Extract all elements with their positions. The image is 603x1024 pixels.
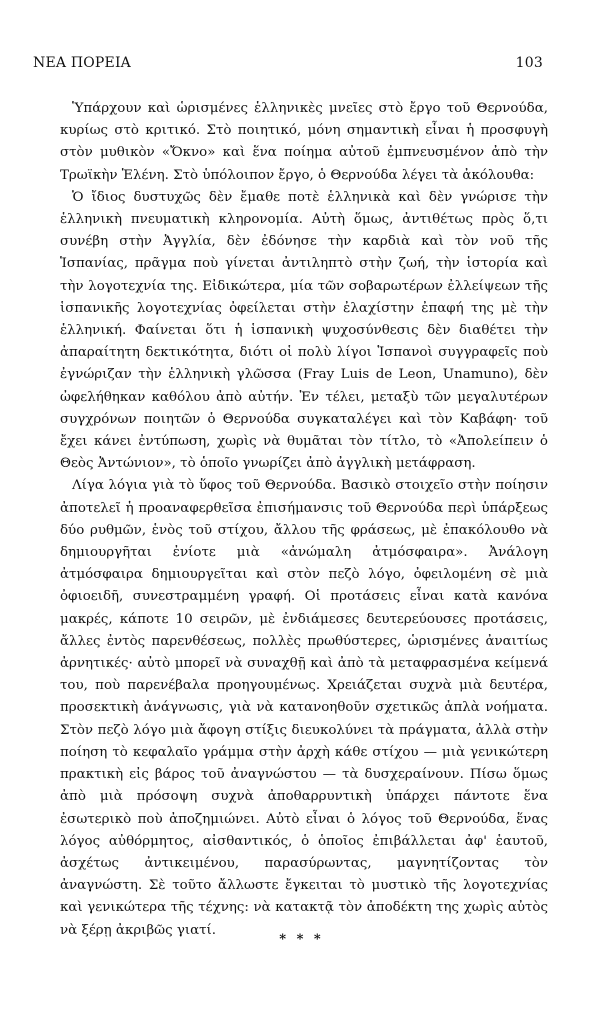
paragraph-2: Ὁ ἴδιος δυστυχῶς δὲν ἔμαθε ποτὲ ἑλληνικὰ καὶ δὲν γνώρισε τὴν ἑλληνικὴ πνευματικὴ κληρονομία. Αὐτὴ ὅμως, ἀντιθέτως πρὸς ὅ,τι συνέβη στὴν Ἀγγλία, δὲν ἐδόνησε τὴν καρδιὰ καὶ τὸν νοῦ τῆς Ἱσπανίας, πρᾶγμα ποὺ γίνεται ἀντιληπτὸ στὴν ζωή, τὴν ἱστορία καὶ τὴν λογοτεχνία της. Εἰδικώτερα, μία τῶν σοβαρωτέρων ἐλλείψεων τῆς ἱσπανικῆς λογοτεχνίας ὀφείλεται στὴν ἐλαχίστην ἐπαφή της μὲ τὴν ἑλληνική. Φαίνεται ὅτι ἡ ἱσπανικὴ ψυχοσύνθεσις δὲν διαθέτει τὴν ἀπαραίτητη δεκτικότητα, διότι οἱ πολὺ λίγοι Ἱσπανοὶ συγγραφεῖς ποὺ ἐγνώριζαν τὴν ἑλληνικὴ γλῶσσα (Fray Luis de Leon, Unamuno), δὲν ὠφελήθηκαν καθόλου ἀπὸ αὐτήν. Ἐν τέλει, μεταξὺ τῶν μεγαλυτέρων συγχρόνων ποιητῶν ὁ Θερνούδα συγκαταλέγει καὶ τὸν Καβάφη· τοῦ ἔχει κάνει ἐντύπωση, χωρὶς νὰ θυμᾶται τὸν τίτλο, τὸ «Ἀπολείπειν ὁ Θεὸς Ἀντώνιον», τὸ ὁποῖο γνωρίζει ἀπὸ ἀγγλικὴ μετάφραση. xyxy=(60,189,548,472)
running-title: ΝΕΑ ΠΟΡΕΙΑ xyxy=(33,55,131,71)
paragraph-1: Ὑπάρχουν καὶ ὡρισμένες ἑλληνικὲς μνεῖες στὸ ἔργο τοῦ Θερνούδα, κυρίως στὸ κριτικό. Στὸ ποιητικό, μόνη σημαντικὴ εἶναι ἡ προσφυγὴ στὸν μυθικὸν «Ὄκνο» καὶ ἕνα ποίημα αὐτοῦ ἐμπνευσμένον ἀπὸ τὴν Τρωϊκὴν Ἑλένη. Στὸ ὑπόλοιπον ἔργο, ὁ Θερνούδα λέγει τὰ ἀκόλουθα: xyxy=(60,101,548,183)
page-number: 103 xyxy=(515,55,543,71)
page-header xyxy=(33,55,543,75)
section-separator: * * * xyxy=(279,932,324,947)
body-text xyxy=(60,98,548,942)
paragraph-3: Λίγα λόγια γιὰ τὸ ὕφος τοῦ Θερνούδα. Βασικὸ στοιχεῖο στὴν ποίησιν ἀποτελεῖ ἡ προαναφερθεῖσα ἐπισήμανσις τοῦ Θερνούδα περὶ ὑπάρξεως δύο ρυθμῶν, ἑνὸς τοῦ στίχου, ἄλλου τῆς φράσεως, μὲ ἐπακόλουθο νὰ δημιουργῆται ἐνίοτε μιὰ «ἀνώμαλη ἀτμόσφαιρα». Ἀνάλογη ἀτμόσφαιρα δημιουργεῖται καὶ στὸν πεζὸ λόγο, ὀφειλομένη σὲ μιὰ ὀφιοειδῆ, συνεστραμμένη γραφή. Οἱ προτάσεις εἶναι κατὰ κανόνα μακρές, κάποτε 10 σειρῶν, μὲ ἐνδιάμεσες δευτερεύουσες προτάσεις, ἄλλες ἐντὸς παρενθέσεως, πολλὲς πρωθύστερες, ὡρισμένες ἀναιτίως ἀρνητικές· αὐτὸ μπορεῖ νὰ συναχθῇ καὶ ἀπὸ τὰ μεταφρασμένα κείμενά του, ποὺ παρενέβαλα προηγουμένως. Χρειάζεται συχνὰ μιὰ δευτέρα, προσεκτικὴ ἀνάγνωσις, γιὰ νὰ κατανοηθοῦν σχετικῶς ἁπλὰ νοήματα. Στὸν πεζὸ λόγο μιὰ ἄφογη στίξις διευκολύνει τὰ πράγματα, ἀλλὰ στὴν ποίηση τὸ κεφαλαῖο γράμμα στὴν ἀρχὴ κάθε στίχου — μιὰ γενικώτερη πρακτικὴ εἰς βάρος τοῦ ἀναγνώστου — τὰ δυσχεραίνουν. Πίσω ὅμως ἀπὸ μιὰ πρόσοψη συχνὰ ἀποθαρρυντικὴ ὑπάρχει πάντοτε ἕνα ἐσωτερικὸ ποὺ ἀποζημιώνει. Αὐτὸ εἶναι ὁ λόγος τοῦ Θερνούδα, ἕνας λόγος αὐθόρμητος, αἰσθαντικός, ὁ ὁποῖος ἐπιβάλλεται ἀφ' ἑαυτοῦ, ἀσχέτως ἀντικειμένου, παρασύρωντας, μαγνητίζοντας τὸν ἀναγνώστη. Σὲ τοῦτο ἄλλωστε ἔγκειται τὸ μυστικὸ τῆς λογοτεχνίας καὶ γενικώτερα τῆς τέχνης: νὰ κατακτᾷ τὸν ἀποδέκτη της χωρὶς αὐτὸς νὰ ξέρῃ ἀκριβῶς γιατί. xyxy=(60,478,548,938)
